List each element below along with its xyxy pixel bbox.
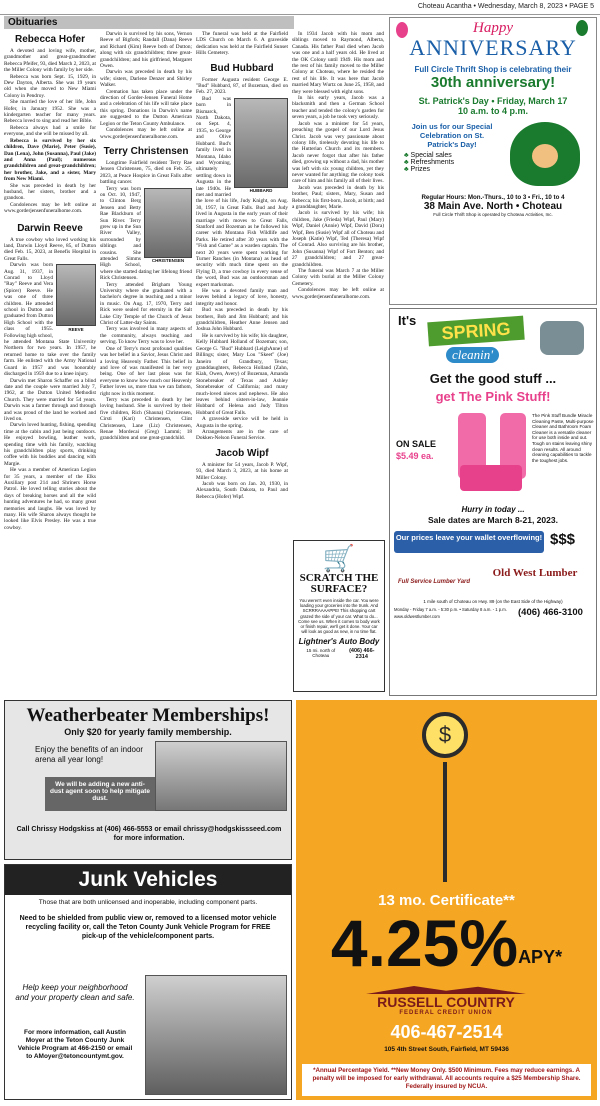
junk-vehicles-ad xyxy=(4,864,292,1100)
paragraph: Rebecca always had a smile for everyone, and she will be missed by all. xyxy=(4,124,96,138)
paragraph: Rebecca is survived by her six children, Dave (Marie), Peter (Susie), Dan (Lena), John (Susanna), Paul (Jake) and Anna (Paul); numerous grandchildren and great-grandchildren; her brother, Jake, and a sister, Mary from New Miami. xyxy=(4,137,96,183)
fullservice-text: Full Service Lumber Yard xyxy=(398,579,471,585)
paragraph: Longtime Fairfield resident Terry Rae Jensen Christensen, 75, died on Feb. 25, 2023, at Peace Hospice in Great Falls after battling cancer. xyxy=(100,159,192,186)
shamrock-icon: ♣ xyxy=(404,152,411,159)
its-text: It's xyxy=(398,313,417,328)
paragraph: Terry was preceded in death by her loving husband. She is survived by their five children, Rich (Shauna) Christensen, Cirsti (Kari) Christensen, Clint Christensen, Lane (Liz) Christensen, Renae Mordecai (Greg) Lammi; 18 grandchildren and one great-grandchild. xyxy=(100,396,192,442)
pink-stuff-ad xyxy=(389,308,597,696)
weatherbeater-sub: Only $20 for yearly family membership. xyxy=(64,727,232,737)
sale-price: $5.49 ea. xyxy=(396,451,434,461)
paragraph: Rebecca was born Sept. 15, 1929, in Dew Dayton, Alberta. She was 19 years old when she moved to New Miami Colony in Pendroy. xyxy=(4,73,96,99)
paragraph: Darwin is survived by his sons, Vernon Reeve of Bigfork; Randall (Dana) Reeve and Richard (Kim) Reeve both of Dutton; along with six grandchildren; three great-grandchildren; and his girlfriend, Margaret Owen. xyxy=(100,31,192,70)
hurry-text: Hurry in today ... xyxy=(461,505,525,514)
paragraph: Darwin was born Aug. 31, 1937, in Conrad to Lloyd "Ray" Reeve and Vera (Spicer) Reeve. He was one of three children. He attended school in Dutton and graduated from Dutton High School with the class of 1955. Following high school, he attended Montana State University Northern for two years. In 1957, he returned home to take over the family farm. He enlisted with the Army National Guard in 1957 and was honorably discharged in 1959 due to a knee injury. xyxy=(4,262,96,378)
lightner-phone: (406) 466-2314 xyxy=(349,648,375,661)
mountain-icon xyxy=(366,986,526,994)
obit-photo-reeve xyxy=(56,264,96,332)
photo-caption: CHRISTENSEN xyxy=(151,258,185,264)
obit-photo-christensen xyxy=(144,188,192,264)
thrift-time: 10 a.m. to 4 p.m. xyxy=(457,106,529,116)
paragraph: A true cowboy who loved working his land, Darwin Lloyd Reeve, 85, of Dutton died Feb. 15, 2023, at Benefis Hospital in Great Falls. xyxy=(4,236,96,262)
photo-caption: HUBBARD xyxy=(249,188,273,194)
paragraph: Terry was born on Oct. 10, 1947, to Clinton Berg Jensen and Betty Rae Blackburn of Sun River. Terry grew up in the Sun River Valley, surrounded by siblings and cousins. She attended Simms High School, where she started dating her lifelong friend Rick Christensen. xyxy=(100,185,192,282)
paragraph: A graveside service will be held in Augusta in the spring. xyxy=(196,416,288,429)
dollars-text: $$$ xyxy=(550,531,576,548)
scratch-headline: SCRATCH THE SURFACE? xyxy=(299,572,379,595)
thrift-30th: 30th anniversary! xyxy=(430,74,556,91)
paragraph: Former Augusta resident George E. "Bud" Hubbard, 87, of Bozeman, died on Feb. 27, 2023. xyxy=(196,76,288,96)
paragraph: Darwin was preceded in death by his wife; sisters, Darlene Denzer and Shirley Walker. xyxy=(100,69,192,89)
sale-dates: Sale dates are March 8-21, 2023. xyxy=(428,515,558,525)
old-west-lumber-logo: Old West Lumber xyxy=(492,567,578,579)
bank-address: 105 4th Street South, Fairfield, MT 59436 xyxy=(384,1046,509,1053)
page-header: Choteau Acantha • Wednesday, March 8, 2023 • PAGE 5 xyxy=(0,0,600,15)
obit-title: Terry Christensen xyxy=(103,145,189,157)
lumber-phone: (406) 466-3100 xyxy=(518,607,583,618)
bank-union: FEDERAL CREDIT UNION xyxy=(399,1010,493,1016)
obit-column-1 xyxy=(4,31,96,693)
obit-title: Rebecca Hofer xyxy=(14,34,86,45)
thrift-bullet xyxy=(404,166,500,173)
weatherbeater-ad xyxy=(4,700,292,860)
bullet-text: Prizes xyxy=(410,166,430,173)
paragraph: Cremation has taken place under the direction of Gorder-Jensen Funeral Home and a celebration of his life will take place this spring. Donations in Darwin's name are suggested to the Dutton American Legion or the Teton County Ambulance. xyxy=(100,88,192,127)
dust-notice: We will be adding a new anti-dust agent soon to help mitigate dust. xyxy=(45,777,155,811)
paragraph: Jacob was born on Jan. 20, 1930, in Alexandria, South Dakota, to Paul and Rebecca (Hofer) Wipf. xyxy=(196,481,288,500)
paragraph: Bud was preceded in death by his brothers, Bob and Jim Hubbard; and his grandchildren, Heather Anne Jensen and Joshua John Hubbard. xyxy=(196,307,288,333)
section-title: Obituaries xyxy=(4,16,294,29)
thrift-date: St. Patrick's Day • Friday, March 17 xyxy=(418,96,568,106)
happy-text: Happy xyxy=(473,20,513,36)
flower-stem xyxy=(443,762,447,882)
paragraph: Darwin met Sharon Schaffer on a blind date and the couple were married July 7, 1962, at the Dutton United Methodist Church. They were married for 54 years. Darwin was a farmer through and through and was proud of the land he worked and lived on. xyxy=(4,377,96,422)
junk-need: Need to be shielded from public view or, removed to a licensed motor vehicle recycling facility or, call the Teton County Junk Vehicle Program for FREE pick-up of the vehicle/component parts. xyxy=(19,915,277,940)
paragraph: He was a member of American Legion for 35 years, a member of the Elks Auxiliary post 214 and Shriners Horse Patrol. He loved telling stories about the days of breaking horses and all the wild hunting adventures he had, so many great memories and laughs. He was loved by many. His wife Sharon always thought he looked like Elvis Presley. He was a true cowboy. xyxy=(4,467,96,531)
lumber-info: 1 mile south of Choteau on Hwy. 89 (on the East Side of the Highway) xyxy=(423,599,563,604)
paragraph: The funeral was held at the Fairfield LDS Church on March 6. A graveside dedication was held at the Fairfield Sunset Hills Cemetery. xyxy=(196,31,288,57)
junk-help: Help keep your neighborhood and your property clean and safe. xyxy=(15,983,135,1002)
pink-stuff-headline: get The Pink Stuff! xyxy=(435,389,551,404)
bank-logo xyxy=(366,986,526,1016)
lightner-name: Lightner's Auto Body xyxy=(298,637,380,647)
vacuum-icon xyxy=(540,321,584,355)
weatherbeater-title: Weatherbeater Memberships! xyxy=(26,705,270,726)
lumber-web: www.oldwestlumber.com xyxy=(394,614,440,619)
thrift-bullet xyxy=(404,152,500,159)
paragraph: Terry attended Brigham Young University where she graduated with a bachelor's degree in teaching and a minor in music. On Aug. 17, 1970, Terry and Rick were sealed for eternity in the Salt Lake City Temple of the Church of Jesus Christ of Latter-day Saints. xyxy=(100,281,192,327)
lightner-body: You weren't even inside the car. You were loading your groceries into the trunk. And SCRRRAAAAPPE! This shopping cart grazed the side of your car. What to do... Come see us. When it comes to body work or finish repair, we'll get it done. Your car will look as good as new, in no time flat. xyxy=(298,598,380,635)
bullet-text: Special sales xyxy=(410,152,452,159)
balloon-icon xyxy=(576,20,588,36)
thrift-bullet xyxy=(404,159,500,166)
prices-banner: Our prices leave your wallet overflowing! xyxy=(394,531,544,553)
paragraph: Condolences may be left online at www.gorderjensenfuneralhome.com. xyxy=(292,287,384,300)
leprechaun-icon xyxy=(510,122,580,186)
certificate-label: 13 mo. Certificate** xyxy=(378,892,515,909)
weatherbeater-contact: Call Chrissy Hodgskiss at (406) 466-5553 or email chrissy@hodgskissseed.com for more information. xyxy=(16,826,282,842)
product-jar xyxy=(460,465,522,491)
russell-country-ad xyxy=(296,700,597,1100)
rate-value: 4.25% xyxy=(330,906,519,980)
junk-title: Junk Vehicles xyxy=(5,865,291,895)
bank-fine-print: *Annual Percentage Yield. **New Money Only. $500 Minimum. Fees may reduce earnings. A penalty will be imposed for early withdrawal. All accounts require a $25 Membership Share. Federally insured by NCUA. xyxy=(302,1064,591,1096)
bank-phone: 406-467-2514 xyxy=(390,1022,503,1042)
shamrock-icon: ♣ xyxy=(404,159,411,166)
spring-banner: SPRING xyxy=(427,316,524,347)
lightner-location: 15 mi. north of Choteau xyxy=(306,648,336,659)
lightner-auto-body-ad xyxy=(293,540,385,692)
paragraph: Condolences may be left online at www.gorderjensenfuneralhome.com. xyxy=(4,201,96,215)
obit-title: Jacob Wipf xyxy=(215,447,269,459)
obit-photo-hubbard xyxy=(234,98,288,194)
obit-column-2 xyxy=(100,31,192,693)
thrift-fine-print: Full Circle Thrift Shop is operated by Choteau Activities, Inc. xyxy=(433,212,553,217)
obit-column-3 xyxy=(196,31,288,693)
paragraph: He is survived by his wife; his daughter, Kelly Hubbard Holland of Bozeman; son, George G. "Bud" Hubbard (LeighAnne) of Billings; sister, Mary Lou "Skeet" (Joe) Janeiro of Grandbury, Texas; granddaughters, Rebecca Holland (Zahn, Kiah, Owen, Avery) of Bozeman, Amanda Stonebreaker of Texas and Ashley Stonebreaker of California; and many much-loved nieces and nephews. He also leaves behind sisters-in-law, Jeannie Hubbard of Helena and Judy Tilton Hubbard of Great Falls. xyxy=(196,332,288,416)
thrift-hours: Regular Hours: Mon.-Thurs., 10 to 3 • Fri., 10 to 4 xyxy=(421,194,565,201)
paragraph: One of Terry's most profound qualities was her belief in a Savior, Jesus Christ and a loving Heavenly Father. This belief in and love of was manifested in her very being. One of her last pleas was for everyone to know how much our Heavenly Father loves us, more than we can fathom, right now in this moment. xyxy=(100,345,192,397)
junk-car-photo xyxy=(145,975,287,1095)
paragraph: Condolences may be left online at www.gorderjensenfuneralhome.com. xyxy=(100,127,192,140)
weatherbeater-enjoy: Enjoy the benefits of an indoor arena all year long! xyxy=(35,745,144,764)
paragraph: Darwin loved hunting, fishing, spending time at the cabin and just being outdoors. He enjoyed bowling, leather work, spending time with his family, watching his grandchildren play sports, drinking coffee with his buddies and dancing with Margie. xyxy=(4,422,96,467)
bank-name: RUSSELL COUNTRY xyxy=(377,994,515,1010)
thrift-line1: Full Circle Thrift Shop is celebrating their xyxy=(414,65,572,74)
product-description: The Pink Stuff Bundle Miracle Cleaning Paste, Multi-purpose Cleaner and Bathroom Foam Cleaner is a versatile cleaner for use both inside and out. Tough on stains leaving shiny clean results. All around cleaning capabilities to tackle the toughest jobs. xyxy=(532,413,594,463)
paragraph: In his early years, Jacob was a blacksmith and then a German School teacher and tended the colony's garden for seven years, a job he took very seriously. xyxy=(292,95,384,121)
apy-label: APY* xyxy=(518,947,563,967)
anniversary-text: ANNIVERSARY xyxy=(409,35,577,60)
junk-contact: For more information, call Austin Moyer at the Teton County Junk Vehicle Program at 466-2150 or email to AMoyer@tetoncountymt.gov. xyxy=(17,1029,133,1060)
obit-body xyxy=(4,48,96,215)
paragraph: A devoted and loving wife, mother, grandmother and great-grandmother Rebecca Pfeifer, 93, died March 2, 2023, at the Miller Colony with family by her side. xyxy=(4,48,96,74)
junk-sub: Those that are both unlicensed and inoperable, including component parts. xyxy=(38,899,258,906)
balloon-icon xyxy=(396,22,408,38)
obit-title: Bud Hubbard xyxy=(210,62,274,74)
shopping-cart-icon: 🛒 xyxy=(322,543,356,573)
thrift-shop-ad xyxy=(389,17,597,305)
paragraph: Bud was born in Bismarck, North Dakota, on Sept. 4, 1935, to George and Olive Hubbard. Bud's family lived in Montana, Idaho and Wyoming, ultimately settling down in Augusta in the late 1940s. He met and married the love of his life, Judy Knight, on Aug. 30, 1957, in Great Falls. Bud and Judy lived in Augusta in the early years of their marriage with moves to Great Falls, Stanford and Bozeman as he followed his career with Montana Fish Wildlife and Parks. He retired after 30 years with the "Fish and Game" as a warden captain. The next 20 years were spent working for Turner Ranches (in Montana) as head of security with much time spent on the Flying D, a true cowboy in every sense of the word, Bud was an outdoorsman and expert marksman. xyxy=(196,95,288,288)
paragraph: Jacob is survived by his wife; his children, Jake (Frieda) Wipf, Paul (Mary) Wipf, Daniel (Annie) Wipf, David (Dora) Wipf, Ben (Susie) Wipf all of Choteau and Joseph (Katie) Wipf, Ted (Theresa) Wipf of Conrad. Also surviving are his brother, John (Susanna) Wipf of Fort Benton; and 27 grandchildren; and 27 great-grandchildren. xyxy=(292,210,384,268)
arena-photo xyxy=(155,741,287,811)
paragraph: The funeral was March 7 at the Miller Colony with burial at the Miller Colony Cemetery. xyxy=(292,268,384,287)
obit-title: Darwin Reeve xyxy=(17,222,83,234)
good-stuff-headline: Get the good stuff ... xyxy=(429,371,557,386)
thrift-join: Join us for our Special Celebration on St. Patrick's Day! xyxy=(411,122,493,149)
on-sale-text: ON SALE xyxy=(396,439,437,449)
paragraph: She married the love of her life, John Hofer, in January 1952. She was a kindergarten teacher for many years. Rebecca loved to sing and read her Bible. xyxy=(4,99,96,125)
paragraph: In 1934 Jacob with his mom and siblings moved to Raymond, Alberta, Canada. His father Paul died when Jacob was one and a half years old. He lived at the OK Colony until 1949. His mom and the rest of his family moved to the Miller Colony at Choteau, where he resided the rest of his life. It was here that Jacob married Mary Wurtz on June 25, 1958, and they were blessed with eight sons. xyxy=(292,31,384,95)
lumber-hours: Monday - Friday 7 a.m. - 5:30 p.m. • Saturday 8 a.m. - 1 p.m. xyxy=(394,607,507,612)
money-flower-icon: $ xyxy=(422,712,468,758)
paragraph: A minister for 54 years, Jacob P. Wipf, 93, died March 3, 2023, at his home at Miller Colony. xyxy=(196,461,288,481)
paragraph: She was preceded in death by her husband, her sisters, brother and a grandson. xyxy=(4,182,96,202)
photo-caption: REEVE xyxy=(68,326,84,332)
bullet-text: Refreshments xyxy=(410,159,455,166)
thrift-address: 38 Main Ave. North • Choteau xyxy=(423,201,563,212)
paragraph: Jacob was a minister for 54 years, preaching the gospel of our Lord Jesus Christ. Jacob was very passionate about colony life, tirelessly devoting his life to the Hutterian Church and its members. Jacob never forgot that after his father died, growing up without a dad, his mother was left with six young children, yet they never wanted for anything; the colony took care of him and his family all of their lives. xyxy=(292,120,384,185)
shamrock-icon: ♣ xyxy=(404,166,411,173)
paragraph: He was a devoted family man and leaves behind a legacy of love, honesty, integrity and honor. xyxy=(196,288,288,307)
cleanin-text: cleanin' xyxy=(446,347,499,363)
paragraph: Arrangements are in the care of Dokken-Nelson Funeral Service. xyxy=(196,428,288,442)
paragraph: Jacob was preceded in death by his brother, Paul; sisters, Mary, Susan and Rebecca; his first-born, Jacob, at birth; and a granddaughter, Marie. xyxy=(292,184,384,210)
paragraph: Terry was involved in many aspects of the community, always teaching and serving. To know Terry was to love her. xyxy=(100,326,192,346)
